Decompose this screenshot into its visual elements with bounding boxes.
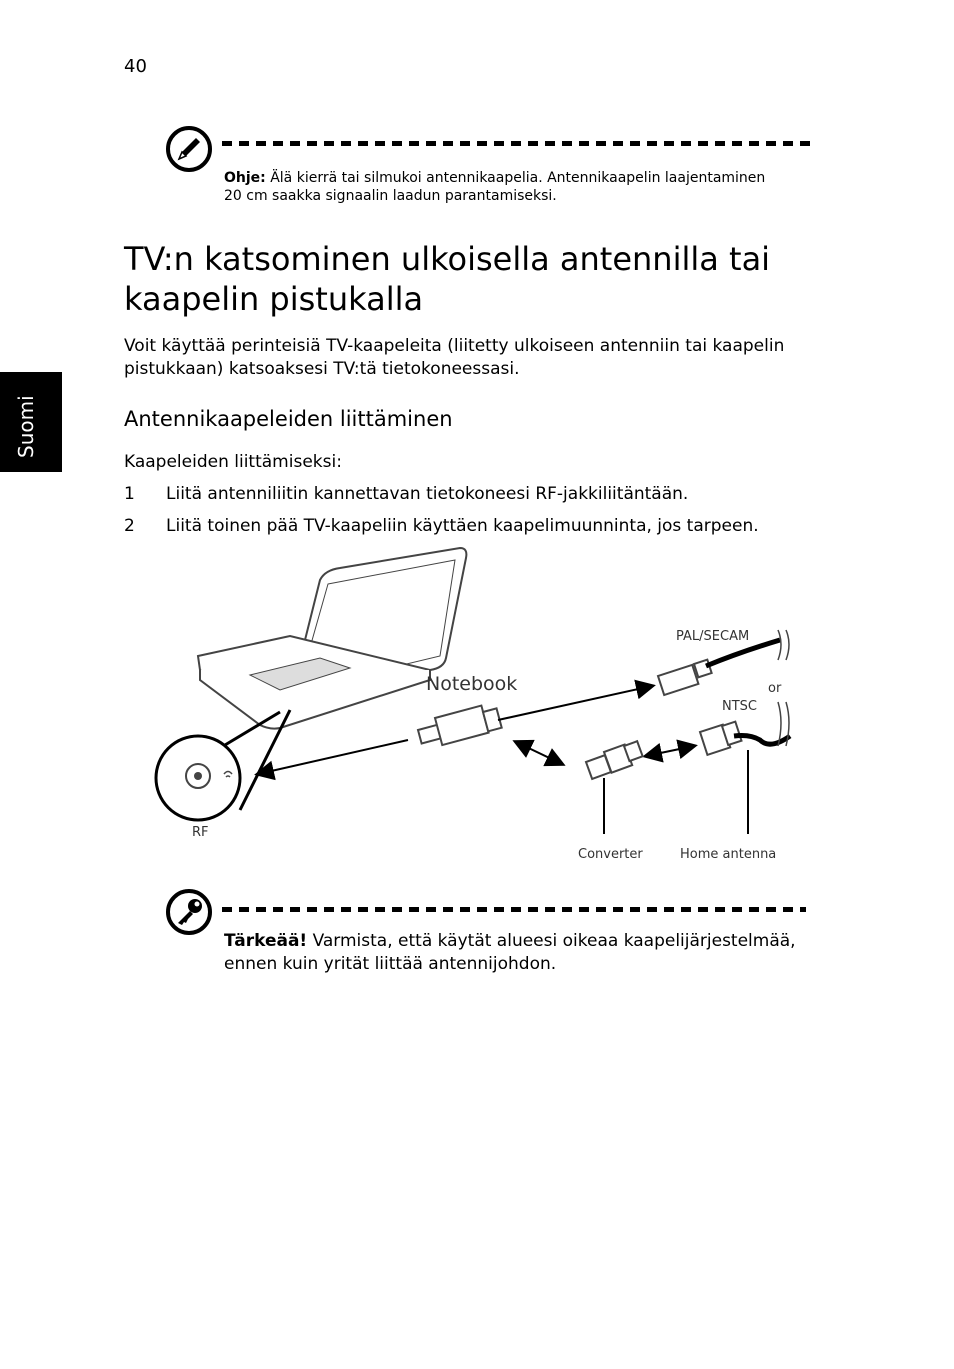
converter-label: Converter xyxy=(578,847,643,862)
pal-secam-plug xyxy=(658,660,712,695)
important-key-icon xyxy=(166,889,212,935)
ntsc-label: NTSC xyxy=(722,699,757,714)
step-text: Liitä toinen pää TV-kaapeliin käyttäen kaapelimuunninta, jos tarpeen. xyxy=(166,516,759,536)
home-antenna-label: Home antenna xyxy=(680,847,777,862)
important-divider xyxy=(222,907,806,912)
step-item xyxy=(124,516,759,536)
section-intro: Voit käyttää perinteisiä TV-kaapeleita (liitetty ulkoiseen antenniin tai kaapelin pistukkaan) katsoaksesi TV:tä tietokoneessasi. xyxy=(124,336,785,379)
section-title: TV:n katsominen ulkoisella antennilla tai kaapelin pistukalla xyxy=(124,240,771,318)
language-side-tab xyxy=(0,372,62,472)
note-body: Älä kierrä tai silmukoi antennikaapelia. Antennikaapelin laajentaminen 20 cm saakka signaalin laadun parantamiseksi. xyxy=(224,170,766,204)
step-number: 1 xyxy=(124,484,135,504)
steps-lead: Kaapeleiden liittämiseksi: xyxy=(124,452,342,472)
note-pencil-icon xyxy=(166,126,212,172)
important-text xyxy=(224,930,804,976)
pal-secam-label: PAL/SECAM xyxy=(676,629,750,644)
note-label: Ohje: xyxy=(224,170,266,186)
important-label: Tärkeää! xyxy=(224,931,308,951)
antenna-plug xyxy=(418,706,502,745)
laptop-illustration xyxy=(198,548,466,729)
notebook-label: Notebook xyxy=(426,673,518,695)
important-body: Varmista, että käytät alueesi oikeaa kaapelijärjestelmää, ennen kuin yrität liittää antennijohdon. xyxy=(224,931,796,974)
step-number: 2 xyxy=(124,516,135,536)
or-label: or xyxy=(768,681,782,696)
note-divider xyxy=(222,141,810,146)
converter xyxy=(586,741,643,779)
rf-label: RF xyxy=(192,825,209,840)
subsection-title: Antennikaapeleiden liittäminen xyxy=(124,407,453,431)
step-item xyxy=(124,484,688,504)
side-tab-label: Suomi xyxy=(14,395,38,458)
page-number: 40 xyxy=(124,56,147,77)
step-text: Liitä antenniliitin kannettavan tietokoneesi RF-jakkiliitäntään. xyxy=(166,484,689,504)
note-text xyxy=(224,169,784,205)
antenna-connection-diagram xyxy=(150,540,800,870)
